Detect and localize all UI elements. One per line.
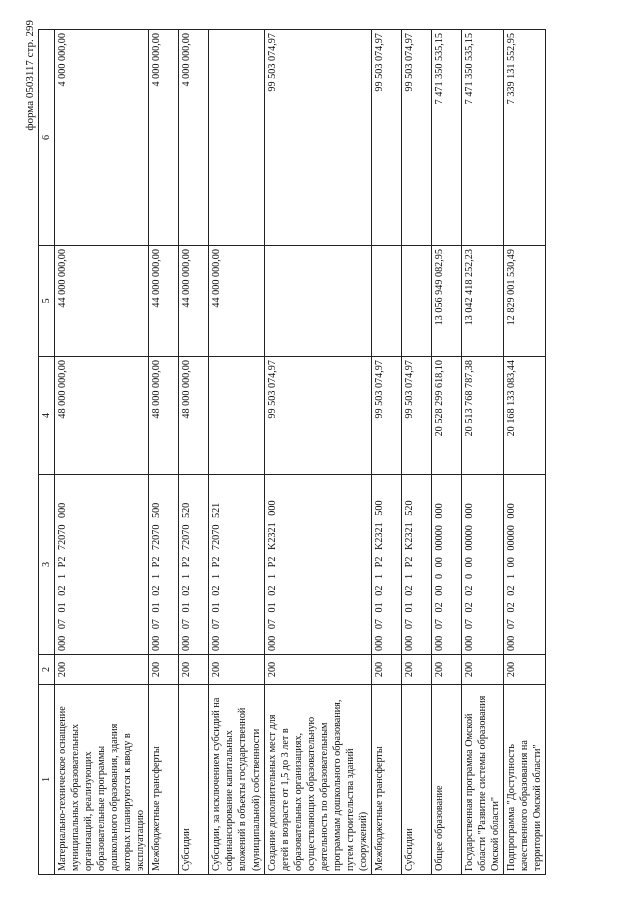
row-budget-code: 000 07 01 02 1 P2 K2321 520 xyxy=(401,475,431,655)
row-approved-total: 99 503 074,97 xyxy=(371,357,401,475)
table-row xyxy=(149,30,179,875)
table-row xyxy=(431,30,461,875)
row-budget-code: 000 07 01 02 1 P2 72070 500 xyxy=(149,475,179,655)
form-label: форма 0503117 стр. 299 xyxy=(24,20,36,131)
column-header: 3 xyxy=(39,475,55,655)
row-line-code: 200 xyxy=(371,655,401,685)
row-budget-code: 000 07 02 02 0 00 00000 000 xyxy=(461,475,503,655)
row-value-col6: 99 503 074,97 xyxy=(371,30,401,246)
row-name: Субсидии xyxy=(401,685,431,875)
table-row xyxy=(371,30,401,875)
row-approved-total: 20 513 768 787,38 xyxy=(461,357,503,475)
row-value-col6: 4 000 000,00 xyxy=(149,30,179,246)
row-approved-total: 48 000 000,00 xyxy=(55,357,149,475)
row-budget-code: 000 07 01 02 1 P2 K2321 500 xyxy=(371,475,401,655)
row-value-col5: 44 000 000,00 xyxy=(55,246,149,357)
row-approved-total: 48 000 000,00 xyxy=(149,357,179,475)
row-line-code: 200 xyxy=(504,655,546,685)
row-name: Подпрограмма "Доступность качественного образования на территории Омской области" xyxy=(504,685,546,875)
row-line-code: 200 xyxy=(431,655,461,685)
row-approved-total xyxy=(209,357,264,475)
row-value-col6: 7 339 131 552,95 xyxy=(504,30,546,246)
row-value-col5 xyxy=(371,246,401,357)
row-line-code: 200 xyxy=(264,655,371,685)
row-value-col5: 13 042 418 252,23 xyxy=(461,246,503,357)
budget-table xyxy=(38,29,546,875)
row-name: Субсидии, за исключением субсидий на софинансирование капитальных вложений в объекты государственной (муниципальной) собственности xyxy=(209,685,264,875)
table-row xyxy=(504,30,546,875)
row-line-code: 200 xyxy=(179,655,209,685)
row-line-code: 200 xyxy=(461,655,503,685)
row-approved-total: 99 503 074,97 xyxy=(401,357,431,475)
row-value-col6: 7 471 350 535,15 xyxy=(431,30,461,246)
column-header: 1 xyxy=(39,685,55,875)
row-approved-total: 20 528 299 618,10 xyxy=(431,357,461,475)
row-name: Межбюджетные трансферты xyxy=(149,685,179,875)
column-header: 2 xyxy=(39,655,55,685)
table-row xyxy=(179,30,209,875)
row-value-col6: 99 503 074,97 xyxy=(401,30,431,246)
row-name: Субсидии xyxy=(179,685,209,875)
table-row xyxy=(461,30,503,875)
table-row xyxy=(55,30,149,875)
row-value-col5: 44 000 000,00 xyxy=(179,246,209,357)
row-value-col5: 44 000 000,00 xyxy=(149,246,179,357)
row-value-col6 xyxy=(209,30,264,246)
row-budget-code: 000 07 01 02 1 P2 72070 000 xyxy=(55,475,149,655)
row-line-code: 200 xyxy=(209,655,264,685)
row-name: Материально-техническое оснащение муниципальных образовательных организаций, реализующих образовательные программы дошкольного образования, здания которых планируются к вводу в эксплуатацию xyxy=(55,685,149,875)
row-budget-code: 000 07 01 02 1 P2 72070 520 xyxy=(179,475,209,655)
row-name: Создание дополнительных мест для детей в возрасте от 1,5 до 3 лет в образовательных организациях, осуществляющих образовательную деятельность по образовательным программам дошкольного образования, путем строительства зданий (сооружений) xyxy=(264,685,371,875)
row-name: Общее образование xyxy=(431,685,461,875)
column-header: 5 xyxy=(39,246,55,357)
row-name: Государственная программа Омской области "Развитие системы образования Омской области" xyxy=(461,685,503,875)
row-approved-total: 20 168 133 083,44 xyxy=(504,357,546,475)
row-budget-code: 000 07 01 02 1 P2 K2321 000 xyxy=(264,475,371,655)
row-value-col6: 4 000 000,00 xyxy=(55,30,149,246)
row-value-col6: 99 503 074,97 xyxy=(264,30,371,246)
row-line-code: 200 xyxy=(401,655,431,685)
column-header: 4 xyxy=(39,357,55,475)
row-value-col6: 4 000 000,00 xyxy=(179,30,209,246)
row-value-col5 xyxy=(264,246,371,357)
row-value-col5: 13 056 949 082,95 xyxy=(431,246,461,357)
row-budget-code: 000 07 02 02 1 00 00000 000 xyxy=(504,475,546,655)
row-value-col6: 7 471 350 535,15 xyxy=(461,30,503,246)
table-row xyxy=(401,30,431,875)
table-row xyxy=(209,30,264,875)
row-budget-code: 000 07 01 02 1 P2 72070 521 xyxy=(209,475,264,655)
row-budget-code: 000 07 02 00 0 00 00000 000 xyxy=(431,475,461,655)
column-header: 6 xyxy=(39,30,55,246)
row-value-col5: 44 000 000,00 xyxy=(209,246,264,357)
row-value-col5 xyxy=(401,246,431,357)
row-name: Межбюджетные трансферты xyxy=(371,685,401,875)
row-line-code: 200 xyxy=(55,655,149,685)
row-value-col5: 12 829 001 530,49 xyxy=(504,246,546,357)
row-approved-total: 48 000 000,00 xyxy=(179,357,209,475)
row-approved-total: 99 503 074,97 xyxy=(264,357,371,475)
row-line-code: 200 xyxy=(149,655,179,685)
table-header-row xyxy=(39,30,55,875)
table-row xyxy=(264,30,371,875)
